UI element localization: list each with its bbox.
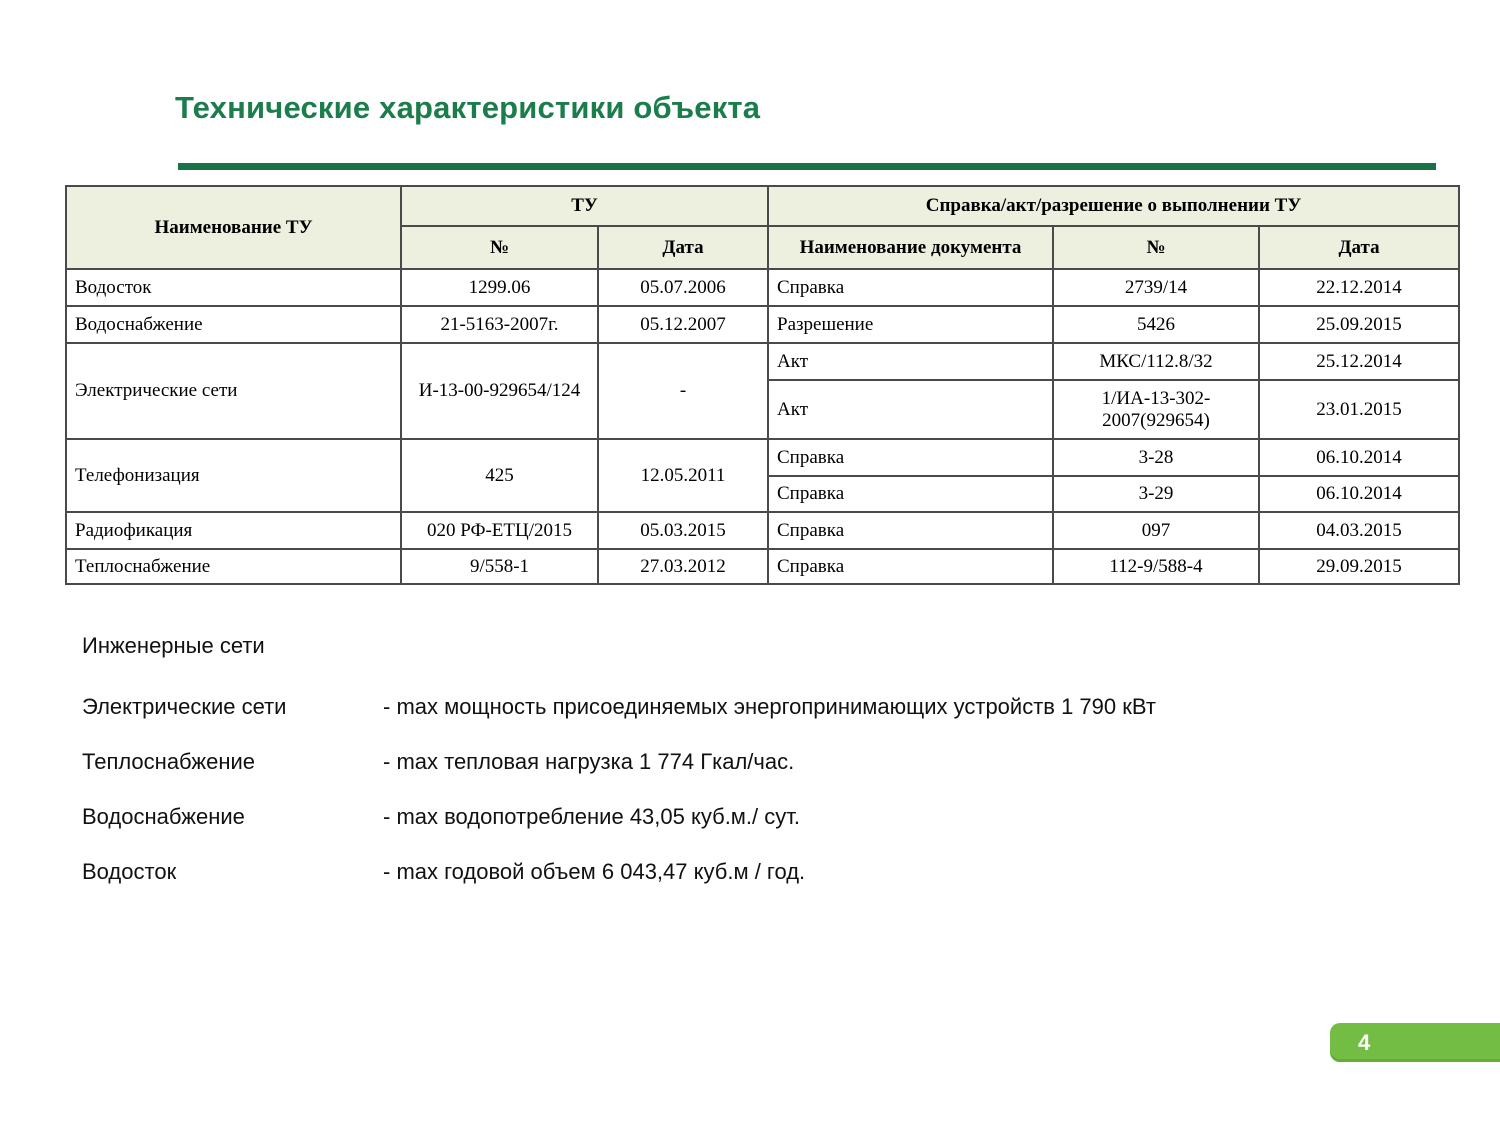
cell-name: Водосток	[66, 269, 401, 306]
engineering-networks-section	[82, 632, 1422, 912]
cell-doc-date: 06.10.2014	[1259, 476, 1459, 512]
cell-doc-date: 25.09.2015	[1259, 306, 1459, 343]
cell-tu-number: 21-5163-2007г.	[401, 306, 598, 343]
header-group-tu: ТУ	[401, 186, 768, 226]
cell-doc-date: 04.03.2015	[1259, 512, 1459, 549]
cell-name: Водоснабжение	[66, 306, 401, 343]
cell-doc-name: Справка	[768, 549, 1053, 584]
cell-name: Телефонизация	[66, 439, 401, 512]
cell-doc-name: Справка	[768, 439, 1053, 476]
cell-tu-date: -	[598, 343, 768, 439]
cell-tu-date: 05.12.2007	[598, 306, 768, 343]
cell-doc-number: 1/ИА-13-302-2007(929654)	[1053, 380, 1259, 439]
title-underline-rule	[178, 163, 1436, 170]
technical-conditions-table	[65, 185, 1460, 585]
cell-tu-date: 05.03.2015	[598, 512, 768, 549]
network-row-elektroseti	[82, 692, 1422, 721]
page-title: Технические характеристики объекта	[175, 90, 761, 125]
cell-doc-number: 3-29	[1053, 476, 1259, 512]
header-tu-date: Дата	[598, 226, 768, 269]
table-row-radiofikatsiya	[66, 512, 1459, 549]
cell-tu-number: 020 РФ-ЕТЦ/2015	[401, 512, 598, 549]
page-number-badge	[1330, 1023, 1500, 1062]
cell-doc-number: 097	[1053, 512, 1259, 549]
cell-name: Электрические сети	[66, 343, 401, 439]
cell-doc-date: 22.12.2014	[1259, 269, 1459, 306]
cell-tu-number: 1299.06	[401, 269, 598, 306]
network-description: - max тепловая нагрузка 1 774 Гкал/час.	[383, 749, 795, 774]
cell-tu-date: 27.03.2012	[598, 549, 768, 584]
cell-tu-number: 9/558-1	[401, 549, 598, 584]
header-tu-number: №	[401, 226, 598, 269]
cell-tu-date: 12.05.2011	[598, 439, 768, 512]
network-row-teplosnabzhenie	[82, 747, 1422, 776]
cell-doc-name: Акт	[768, 343, 1053, 380]
cell-doc-number: 2739/14	[1053, 269, 1259, 306]
table-row-vodostok	[66, 269, 1459, 306]
cell-name: Радиофикация	[66, 512, 401, 549]
table-row-telefonizatsiya	[66, 439, 1459, 476]
page-number: 4	[1358, 1029, 1371, 1055]
network-label: Водоснабжение	[82, 804, 245, 829]
header-name-tu: Наименование ТУ	[66, 186, 401, 269]
cell-tu-date: 05.07.2006	[598, 269, 768, 306]
network-label: Электрические сети	[82, 694, 287, 719]
header-group-spravka: Справка/акт/разрешение о выполнении ТУ	[768, 186, 1459, 226]
cell-doc-name: Справка	[768, 269, 1053, 306]
cell-doc-name: Акт	[768, 380, 1053, 439]
network-row-vodostok	[82, 857, 1422, 886]
network-row-vodosnabzhenie	[82, 802, 1422, 831]
cell-doc-date: 29.09.2015	[1259, 549, 1459, 584]
cell-name: Теплоснабжение	[66, 549, 401, 584]
network-label: Водосток	[82, 859, 177, 884]
cell-doc-date: 06.10.2014	[1259, 439, 1459, 476]
cell-doc-date: 25.12.2014	[1259, 343, 1459, 380]
table-row-teplosnabzhenie	[66, 549, 1459, 584]
network-label: Теплоснабжение	[82, 749, 256, 774]
network-description: - max годовой объем 6 043,47 куб.м / год.	[383, 859, 806, 884]
table-row-vodosnabzhenie	[66, 306, 1459, 343]
cell-doc-date: 23.01.2015	[1259, 380, 1459, 439]
networks-heading: Инженерные сети	[82, 633, 265, 658]
cell-doc-number: МКС/112.8/32	[1053, 343, 1259, 380]
network-description: - max водопотребление 43,05 куб.м./ сут.	[383, 804, 801, 829]
cell-tu-number: 425	[401, 439, 598, 512]
network-description: - max мощность присоединяемых энергопринимающих устройств 1 790 кВт	[383, 694, 1156, 719]
header-doc-date: Дата	[1259, 226, 1459, 269]
cell-doc-number: 3-28	[1053, 439, 1259, 476]
cell-doc-name: Разрешение	[768, 306, 1053, 343]
table-row-elektroseti	[66, 343, 1459, 380]
cell-tu-number: И-13-00-929654/124	[401, 343, 598, 439]
cell-doc-name: Справка	[768, 512, 1053, 549]
header-doc-name: Наименование документа	[768, 226, 1053, 269]
cell-doc-name: Справка	[768, 476, 1053, 512]
header-doc-number: №	[1053, 226, 1259, 269]
cell-doc-number: 5426	[1053, 306, 1259, 343]
cell-doc-number: 112-9/588-4	[1053, 549, 1259, 584]
